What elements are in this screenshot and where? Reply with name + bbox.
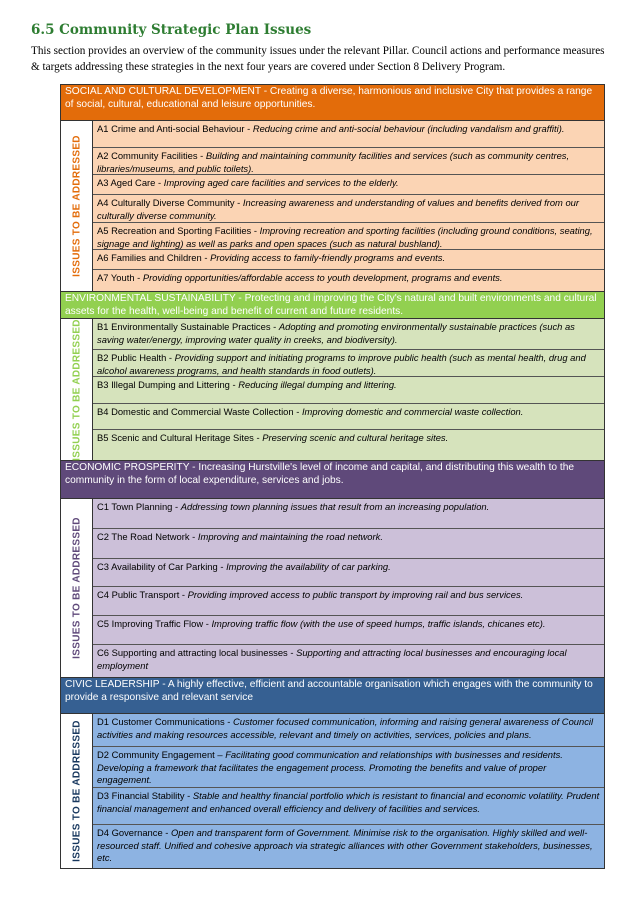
issue-title: A6 Families and Children - — [97, 252, 211, 263]
issues-side-label: ISSUES TO BE ADDRESSED — [71, 517, 82, 659]
issue-description: Customer focused communication, informing and raising general awareness of Council activities and making resources accessible, relevant and timely on activities, services, policies and plans. — [97, 716, 594, 740]
issue-description: Reducing illegal dumping and littering. — [238, 379, 397, 390]
issue-row — [93, 616, 604, 645]
issue-title: D3 Financial Stability - — [97, 790, 193, 801]
pillar-header: CIVIC LEADERSHIP - A highly effective, efficient and accountable organisation which engages with the community to provide a responsive and relevant service — [61, 678, 604, 714]
issue-row — [93, 714, 604, 747]
issue-title: C1 Town Planning - — [97, 501, 181, 512]
issue-row — [93, 223, 604, 250]
issue-title: A3 Aged Care - — [97, 177, 164, 188]
issue-row — [93, 404, 604, 430]
issue-row — [93, 270, 604, 291]
issue-description: Providing support and initiating programs to improve public health (such as mental health, drug and alcohol awareness programs, and health standards in food outlets). — [97, 352, 586, 376]
intro-paragraph: This section provides an overview of the community issues under the relevant Pillar. Council actions and performance measures & targets addressing these strategies in the next four years are covered under Section 8 Delivery Program. — [31, 45, 605, 73]
side-label-cell — [61, 714, 93, 868]
issue-row — [93, 430, 604, 460]
issue-title: D2 Community Engagement – — [97, 749, 226, 760]
issue-description: Building and maintaining community facilities and services (such as community centres, libraries/museums, and public toilets). — [97, 150, 570, 174]
issue-row — [93, 529, 604, 559]
issue-title: B4 Domestic and Commercial Waste Collection - — [97, 406, 302, 417]
issue-description: Increasing awareness and understanding of values and benefits derived from our culturally diverse community. — [97, 197, 580, 221]
issue-description: Improving and maintaining the road network. — [197, 531, 383, 542]
pillar-social-cultural — [60, 84, 605, 292]
strategic-plan-table — [60, 84, 605, 869]
side-label-cell — [61, 499, 93, 677]
issue-row — [93, 645, 604, 677]
issue-row — [93, 747, 604, 788]
issue-description: Open and transparent form of Government. Minimise risk to the organisation. Highly skilled and well-resourced staff. Unified and cohesive approach via strategic alliances with other Government stakeholders, businesses, etc. — [97, 827, 593, 863]
issue-row — [93, 499, 604, 529]
issue-row — [93, 788, 604, 825]
issue-description: Stable and healthy financial portfolio which is resistant to financial and economic volatility. Prudent financial management and enhanced overall efficiency and delivery of facilities and services. — [97, 790, 600, 814]
issue-row — [93, 559, 604, 587]
pillar-economic — [60, 461, 605, 678]
issue-title: C2 The Road Network - — [97, 531, 198, 542]
issue-title: C5 Improving Traffic Flow - — [97, 618, 212, 629]
issue-row — [93, 148, 604, 175]
issue-description: Improving aged care facilities and services to the elderly. — [163, 177, 399, 188]
issue-description: Reducing crime and anti-social behaviour (including vandalism and graffiti). — [252, 123, 565, 134]
issue-title: A1 Crime and Anti-social Behaviour - — [97, 123, 253, 134]
issue-description: Addressing town planning issues that result from an increasing population. — [180, 501, 490, 512]
issue-title: B5 Scenic and Cultural Heritage Sites - — [97, 432, 263, 443]
issues-side-label: ISSUES TO BE ADDRESSED — [71, 720, 82, 862]
issue-title: B3 Illegal Dumping and Littering - — [97, 379, 239, 390]
issue-row — [93, 175, 604, 195]
issues-side-label: ISSUES TO BE ADDRESSED — [71, 318, 82, 461]
issue-title: C4 Public Transport - — [97, 589, 188, 600]
issue-row — [93, 377, 604, 404]
issue-title: A7 Youth - — [97, 272, 143, 283]
pillar-header: SOCIAL AND CULTURAL DEVELOPMENT - Creating a diverse, harmonious and inclusive City that provides a range of social, cultural, educational and leisure opportunities. — [61, 85, 604, 121]
issue-row — [93, 195, 604, 223]
issue-description: Providing access to family-friendly programs and events. — [210, 252, 446, 263]
issue-description: Preserving scenic and cultural heritage sites. — [262, 432, 449, 443]
issues-side-label: ISSUES TO BE ADDRESSED — [71, 135, 82, 277]
pillar-header: ECONOMIC PROSPERITY - Increasing Hurstville's level of income and capital, and distributing this wealth to the community in the form of local expenditure, services and jobs. — [61, 461, 604, 499]
issue-title: A4 Culturally Diverse Community - — [97, 197, 243, 208]
side-label-cell — [61, 121, 93, 291]
issue-row — [93, 319, 604, 350]
pillar-civic-leadership — [60, 678, 605, 869]
issue-row — [93, 121, 604, 148]
issue-row — [93, 587, 604, 616]
issue-description: Supporting and attracting local businesses and encouraging local employment — [97, 647, 567, 671]
issue-title: C3 Availability of Car Parking - — [97, 561, 227, 572]
issue-description: Improving recreation and sporting facilities (including ground conditions, seating, signage and lighting) as well as parks and open spaces (such as natural bushland). — [97, 225, 593, 249]
issue-title: D1 Customer Communications - — [97, 716, 233, 727]
issue-title: B2 Public Health - — [97, 352, 175, 363]
issue-title: B1 Environmentally Sustainable Practices - — [97, 321, 279, 332]
issue-row — [93, 250, 604, 270]
issue-description: Providing opportunities/affordable access to youth development, programs and events. — [142, 272, 503, 283]
issue-title: D4 Governance - — [97, 827, 171, 838]
issue-row — [93, 825, 604, 868]
issue-description: Improving domestic and commercial waste collection. — [301, 406, 524, 417]
issue-description: Improving traffic flow (with the use of speed humps, traffic islands, chicanes etc). — [211, 618, 546, 629]
issue-title: C6 Supporting and attracting local businesses - — [97, 647, 297, 658]
page-title: 6.5 Community Strategic Plan Issues — [31, 22, 312, 38]
pillar-environmental — [60, 292, 605, 461]
pillar-header: ENVIRONMENTAL SUSTAINABILITY - Protecting and improving the City's natural and built environments and cultural assets for the health, well-being and benefit of current and future residents. — [61, 292, 604, 319]
issue-description: Providing improved access to public transport by improving rail and bus services. — [187, 589, 524, 600]
issue-description: Adopting and promoting environmentally sustainable practices (such as saving water/energy, improving water quality in creeks, and biodiversity). — [97, 321, 575, 345]
issue-description: Improving the availability of car parking. — [226, 561, 391, 572]
issue-title: A2 Community Facilities - — [97, 150, 206, 161]
issue-row — [93, 350, 604, 377]
issue-title: A5 Recreation and Sporting Facilities - — [97, 225, 260, 236]
side-label-cell — [61, 319, 93, 460]
issue-description: Facilitating good communication and relationships with businesses and residents. Developing a framework that facilitates the engagement process. Promoting the benefits and value of proper engagement. — [97, 749, 563, 785]
